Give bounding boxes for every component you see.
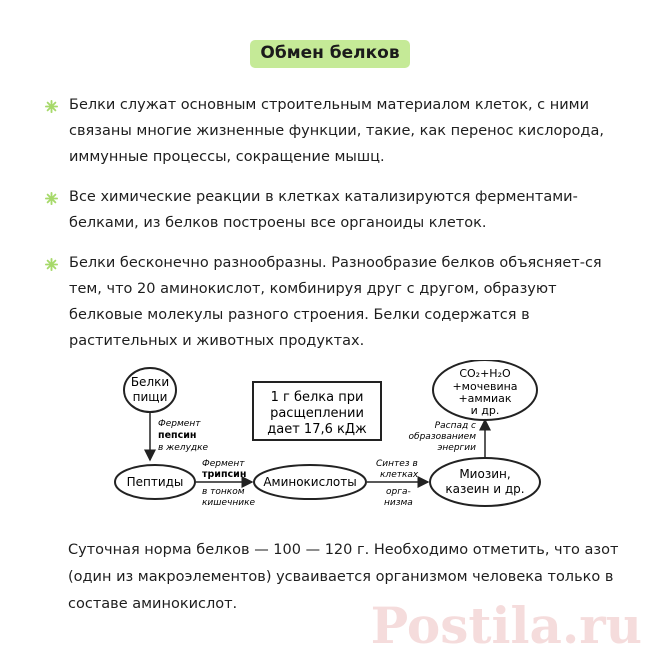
bullet-text: Белки бесконечно разнообразны. Разнообразие белков объясняет-ся тем, что 20 аминокислот, комбинируя друг с другом, образуют белковые молекулы разного строения. Белки содержатся в растительных и животных продуктах. — [69, 255, 602, 349]
myosin-label: казеин и др. — [445, 482, 525, 496]
energy-box-label: дает 17,6 кДж — [267, 422, 367, 437]
bullet-item — [45, 92, 625, 170]
bullet-list — [45, 92, 625, 368]
synthesis-label: Синтез в — [376, 459, 418, 469]
breakdown-label: Распад с — [434, 421, 476, 431]
bullet-text: Белки служат основным строительным материалом клеток, с ними связаны многие жизненные функции, такие, как перенос кислорода, иммунные процессы, сокращение мышц. — [69, 97, 604, 165]
pepsin-label: пепсин — [158, 430, 197, 441]
star-bullet-icon — [45, 192, 58, 205]
pepsin-label: в желудке — [158, 443, 209, 453]
title-wrap — [0, 40, 660, 68]
energy-box-label: 1 г белка при — [270, 390, 364, 405]
trypsin-label: Фермент — [202, 459, 245, 469]
energy-box-label: расщеплении — [270, 406, 364, 421]
breakdown-label: образованием — [408, 432, 476, 442]
page-title: Обмен белков — [250, 40, 409, 68]
food-protein-label: пищи — [132, 390, 168, 404]
products-label: +аммиак — [458, 392, 512, 405]
products-label: и др. — [470, 404, 500, 417]
pepsin-label: Фермент — [158, 419, 201, 429]
amino-acids-label: Аминокислоты — [263, 475, 357, 489]
protein-metabolism-diagram — [110, 360, 550, 520]
trypsin-label: кишечнике — [202, 498, 256, 508]
watermark: Postila.ru — [370, 596, 642, 655]
bullet-item — [45, 250, 625, 354]
star-bullet-icon — [45, 258, 58, 271]
synthesis-label: низма — [384, 498, 413, 508]
bullet-item — [45, 184, 625, 236]
products-label: CO₂+H₂O — [459, 367, 511, 380]
food-protein-label: Белки — [130, 375, 170, 389]
synthesis-label: клетках — [380, 470, 419, 480]
trypsin-label: в тонком — [202, 487, 245, 497]
peptides-label: Пептиды — [126, 475, 184, 489]
bullet-text: Все химические реакции в клетках катализируются ферментами-белками, из белков построены все органоиды клеток. — [69, 189, 578, 231]
footer-text: Суточная норма белков — 100 — 120 г. Необходимо отметить, что азот (один из макроэлементов) усваивается организмом человека только в составе аминокислот. — [68, 542, 619, 612]
trypsin-label: трипсин — [202, 469, 247, 480]
star-bullet-icon — [45, 100, 58, 113]
synthesis-label: орга- — [386, 487, 411, 497]
products-label: +мочевина — [452, 380, 518, 393]
breakdown-label: энергии — [437, 443, 476, 453]
myosin-label: Миозин, — [459, 467, 511, 481]
